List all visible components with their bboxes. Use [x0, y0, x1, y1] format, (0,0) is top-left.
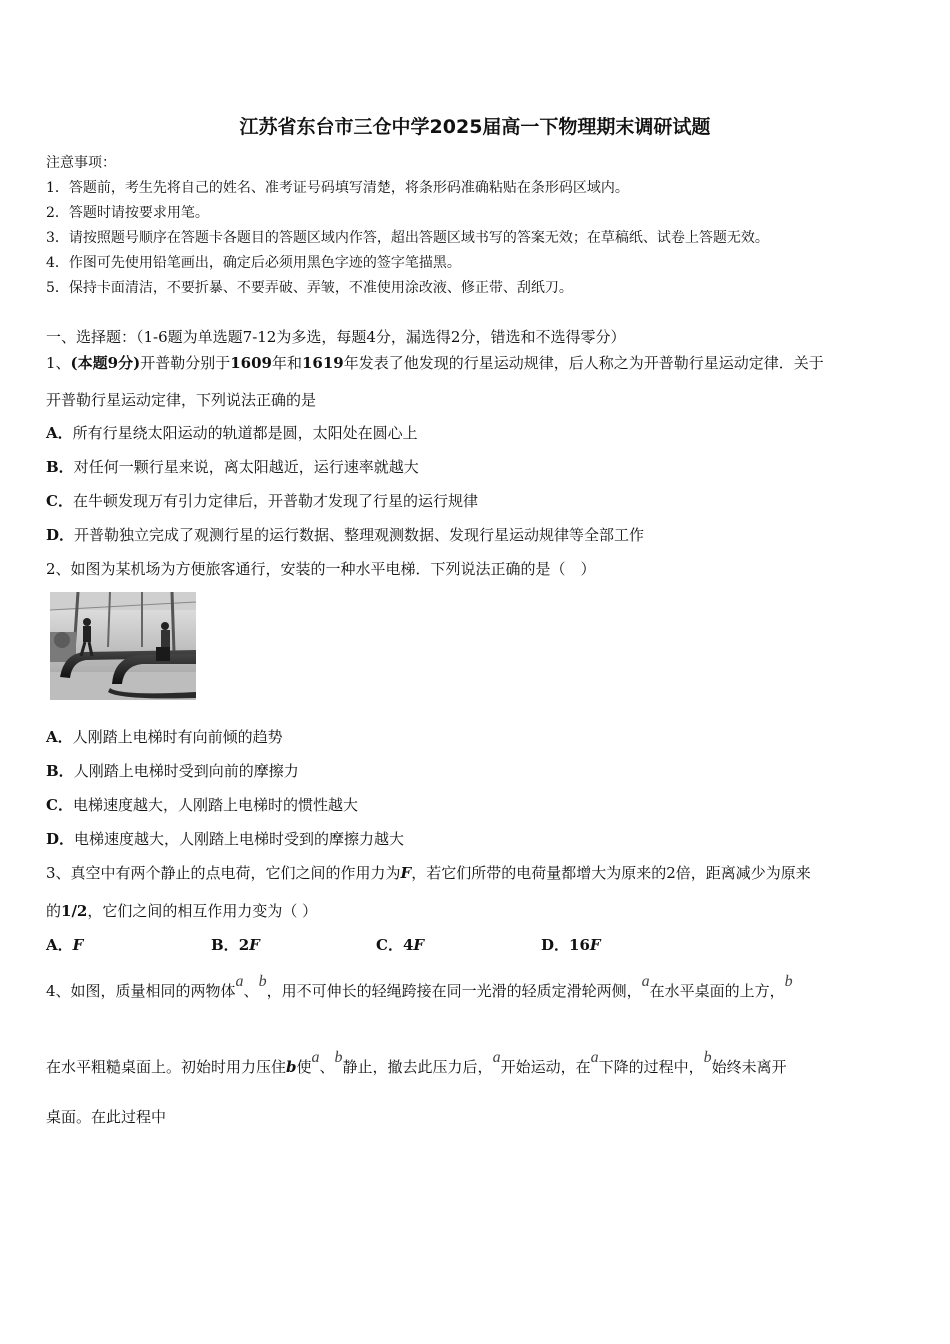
notice-item: 4．作图可先使用铅笔画出，确定后必须用黑色字迹的签字笔描黑。	[46, 255, 461, 271]
q1-stem-line2: 开普勒行星运动定律，下列说法正确的是	[46, 391, 317, 409]
notice-heading: 注意事项：	[46, 155, 116, 171]
q1-option-a: A．所有行星绕太阳运动的轨道都是圆，太阳处在圆心上	[46, 424, 418, 442]
q2-option-b: B．人刚踏上电梯时受到向前的摩擦力	[46, 762, 299, 780]
q3-option-b: B．2F	[211, 936, 260, 954]
notice-item: 3．请按照题号顺序在答题卡各题目的答题区域内作答，超出答题区域书写的答案无效；在草稿纸、试卷上答题无效。	[46, 230, 769, 246]
var-a: a	[311, 1049, 320, 1066]
notice-item: 5．保持卡面清洁，不要折暴、不要弄破、弄皱，不准使用涂改液、修正带、刮纸刀。	[46, 280, 573, 296]
q1-option-d: D．开普勒独立完成了观测行星的运行数据、整理观测数据、发现行星运动规律等全部工作	[46, 526, 645, 544]
q1-stem-line1: 1、(本题9分)开普勒分别于1609年和1619年发表了他发现的行星运动规律，后人称之为开普勒行星运动定律．关于	[46, 354, 824, 372]
q2-option-c: C．电梯速度越大，人刚踏上电梯时的惯性越大	[46, 796, 358, 814]
q2-option-a: A．人刚踏上电梯时有向前倾的趋势	[46, 728, 283, 746]
q4-stem-line1: 4、如图，质量相同的两物体a、b，用不可伸长的轻绳跨接在同一光滑的轻质定滑轮两侧，a在水平桌面的上方，b	[46, 973, 793, 1000]
var-a: a	[492, 1049, 501, 1066]
notice-item: 1．答题前，考生先将自己的姓名、准考证号码填写清楚，将条形码准确粘贴在条形码区域内。	[46, 180, 629, 196]
moving-walkway-photo	[50, 592, 196, 700]
var-a: a	[641, 973, 650, 990]
var-b: b	[784, 973, 793, 990]
notice-item: 2．答题时请按要求用笔。	[46, 205, 209, 221]
q3-option-c: C．4F	[376, 936, 425, 954]
q4-stem-line2: 在水平粗糙桌面上。初始时用力压住b使a、b静止，撤去此压力后，a开始运动，在a下降的过程中，b始终未离开	[46, 1049, 787, 1076]
var-a: a	[235, 973, 244, 990]
q3-stem-line1: 3、真空中有两个静止的点电荷，它们之间的作用力为F，若它们所带的电荷量都增大为原来的2倍，距离减少为原来	[46, 864, 811, 882]
page-title: 江苏省东台市三仓中学2025届高一下物理期末调研试题	[239, 116, 711, 138]
section-heading: 一、选择题：（1-6题为单选题7-12为多选，每题4分，漏选得2分，错选和不选得零分）	[46, 328, 626, 346]
var-b: b	[334, 1049, 343, 1066]
var-b: b	[258, 973, 267, 990]
q2-option-d: D．电梯速度越大，人刚踏上电梯时受到的摩擦力越大	[46, 830, 405, 848]
q3-stem-line2: 的1/2，它们之间的相互作用力变为（ ）	[46, 902, 318, 920]
q3-option-d: D．16F	[541, 936, 601, 954]
q2-stem: 2、如图为某机场为方便旅客通行，安装的一种水平电梯．下列说法正确的是（ ）	[46, 560, 596, 578]
q1-option-c: C．在牛顿发现万有引力定律后，开普勒才发现了行星的运行规律	[46, 492, 478, 510]
var-b: b	[703, 1049, 712, 1066]
q3-option-a: A．F	[46, 936, 84, 954]
var-a: a	[590, 1049, 599, 1066]
q1-option-b: B．对任何一颗行星来说，离太阳越近，运行速率就越大	[46, 458, 419, 476]
q4-stem-line3: 桌面。在此过程中	[46, 1108, 167, 1126]
